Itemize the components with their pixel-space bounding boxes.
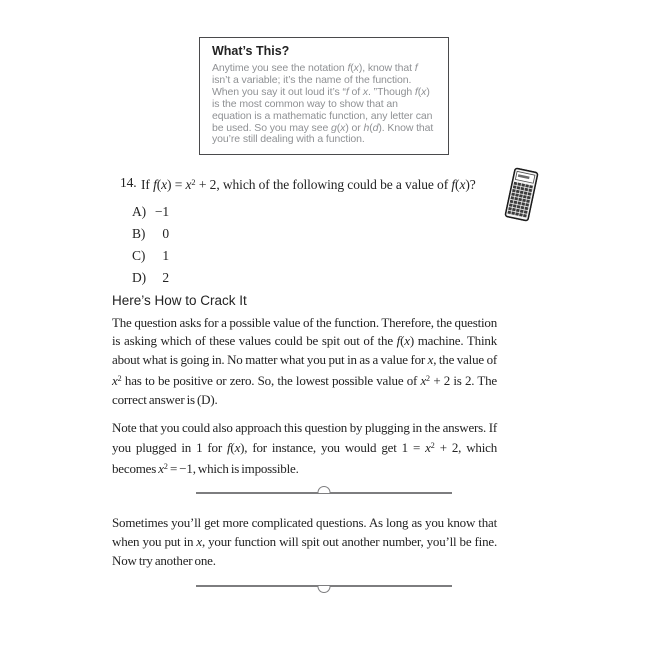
question-14: [120, 173, 648, 195]
choice-a-letter: A): [132, 204, 147, 220]
choice-a-value: −1: [154, 204, 169, 220]
whats-this-box: [199, 37, 449, 155]
section-divider-top: [196, 492, 452, 494]
choice-d-letter: D): [132, 270, 147, 286]
choice-c: [132, 245, 648, 267]
choice-b: [132, 223, 648, 245]
choice-c-letter: C): [132, 248, 146, 264]
answer-choices: [132, 201, 648, 289]
crackit-heading: Here’s How to Crack It: [112, 293, 247, 309]
explanation-paragraph-2: Note that you could also approach this question by plugging in the answers. If you plugged in 1 for f(x), for instance, you would get $1 = x^2 + 2$, which becomes $x^2 = -1$, which is impossible.: [112, 419, 497, 477]
outro-paragraph: Sometimes you’ll get more complicated questions. As long as you know that when you put in x, your function will spit out another number, you’ll be fine. Now try another one.: [112, 514, 497, 568]
choice-b-letter: B): [132, 226, 146, 242]
semicircle-ornament-down: [318, 586, 331, 593]
section-divider-bottom: [196, 585, 452, 587]
choice-d-value: 2: [162, 270, 169, 286]
question-text: If $f(x) = x^2 + 2$, which of the following could be a value of f(x)?: [141, 177, 476, 193]
choice-c-value: 1: [162, 248, 169, 264]
choice-d: [132, 267, 648, 289]
choice-a: [132, 201, 648, 223]
question-number: 14.: [120, 175, 137, 191]
choice-b-value: 0: [162, 226, 169, 242]
semicircle-ornament-up: [318, 486, 331, 493]
whats-this-title: What’s This?: [212, 44, 290, 58]
whats-this-body: Anytime you see the notation f(x), know that f isn’t a variable; it’s the name of the function. When you say it out loud it’s “f of x. ”Though f(x) is the most common way to show that an equation is a mathematic function, any letter can be used. So you may see g(x) or h(d). Know that you’re still dealing with a function.: [212, 62, 434, 146]
explanation-paragraph-1: The question asks for a possible value of the function. Therefore, the question is asking which of these values could be spit out of the f(x) machine. Think about what is going in. No matter what you put in as a value for x, the value of $x^2$ has to be positive or zero. So, the lowest possible value of $x^2 + 2$ is 2. The correct answer is (D).: [112, 314, 497, 407]
